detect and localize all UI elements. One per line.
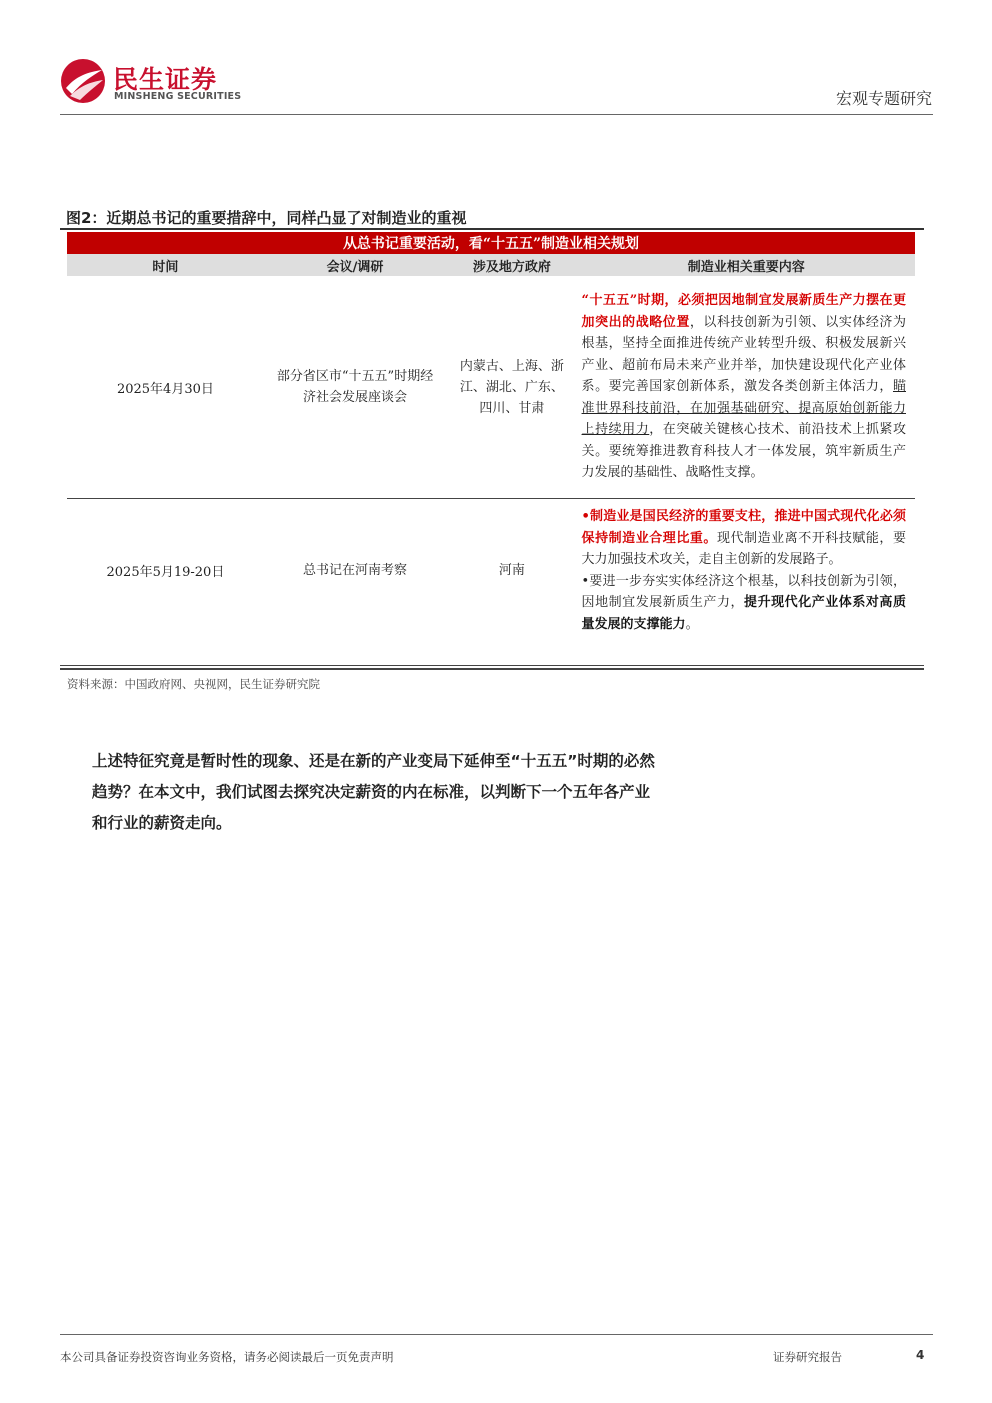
row-meeting-text: 部分省区市“十五五”时期经济社会发展座谈会 (276, 369, 434, 405)
content-text: ，在突破关键核心技术、前沿技术上抓紧攻关。要统筹推进教育科技人才一体发展，筑牢新质生产力发展的基础性、战略性支撑。 (581, 422, 906, 481)
row-regions (446, 276, 577, 499)
logo-text-en: MINSHENG SECURITIES (114, 91, 242, 102)
content-bold-emphasis: 提升现代化产业体系对高质量发展的支撑能力 (581, 595, 906, 632)
footer-divider (60, 1334, 933, 1335)
table-header-row (67, 254, 915, 276)
table-row (67, 276, 915, 499)
header-divider (60, 114, 933, 115)
row-meeting (264, 499, 446, 643)
figure-bottom-rule (60, 665, 924, 666)
row-content (578, 499, 915, 643)
column-header-meeting: 会议/调研 (264, 254, 446, 276)
figure-top-rule (60, 228, 924, 230)
figure-bottom-rule-thick (60, 668, 924, 670)
column-header-date: 时间 (67, 254, 264, 276)
content-text: 现代制造业离不开科技赋能，要大力加强技术攻关，走自主创新的发展路子。 (581, 530, 906, 567)
table-row (67, 499, 915, 643)
page-number: 4 (916, 1348, 925, 1362)
content-red-emphasis: •制造业是国民经济的重要支柱，推进中国式现代化必须保持制造业合理比重。 (581, 509, 906, 546)
content-text: 。 (685, 616, 699, 632)
logo-text-cn: 民生证券 (113, 65, 218, 94)
row-regions-text: 河南 (498, 563, 525, 578)
row-regions (446, 499, 577, 643)
row-meeting-text: 总书记在河南考察 (303, 563, 408, 578)
column-header-regions: 涉及地方政府 (446, 254, 577, 276)
content-bullet-1 (582, 506, 906, 571)
column-header-content: 制造业相关重要内容 (578, 254, 915, 276)
content-underlined: 瞄准世界科技前沿，在加强基础研究、提高原始创新能力上持续用力 (581, 379, 906, 438)
content-text: ，以科技创新为引领、以实体经济为根基，坚持全面推进传统产业转型升级、积极发展新兴产业、超前布局未来产业并举，加快建设现代化产业体系。要完善国家创新体系，激发各类创新主体活力， (581, 314, 906, 395)
footer-label: 证券研究报告 (773, 1350, 842, 1364)
content-bullet-2 (582, 571, 906, 636)
row-regions-text: 内蒙古、上海、浙江、湖北、广东、四川、甘肃 (459, 358, 564, 416)
row-date: 2025年5月19-20日 (106, 565, 225, 580)
footer-disclaimer: 本公司具备证券投资咨询业务资格，请务必阅读最后一页免责声明 (60, 1350, 394, 1364)
policy-table (67, 232, 915, 642)
figure-title: 图2：近期总书记的重要措辞中，同样凸显了对制造业的重视 (66, 209, 467, 227)
row-content (578, 276, 915, 499)
body-paragraph (60, 746, 660, 839)
figure-source: 资料来源：中国政府网、央视网，民生证券研究院 (67, 677, 320, 691)
content-text: •要进一步夯实实体经济这个根基，以科技创新为引领，因地制宜发展新质生产力， (581, 573, 906, 610)
table-banner: 从总书记重要活动，看“十五五”制造业相关规划 (67, 232, 915, 254)
report-type-label: 宏观专题研究 (835, 89, 932, 108)
row-meeting (264, 276, 446, 499)
paragraph-text: 上述特征究竟是暂时性的现象、还是在新的产业变局下延伸至“十五五”时期的必然趋势？在本文中，我们试图去探究决定薪资的内在标准，以判断下一个五年各产业和行业的薪资走向。 (92, 752, 655, 832)
table-banner-row (67, 232, 915, 254)
row-date: 2025年4月30日 (67, 276, 264, 499)
content-red-emphasis: “十五五”时期，必须把因地制宜发展新质生产力摆在更加突出的战略位置 (581, 293, 906, 330)
